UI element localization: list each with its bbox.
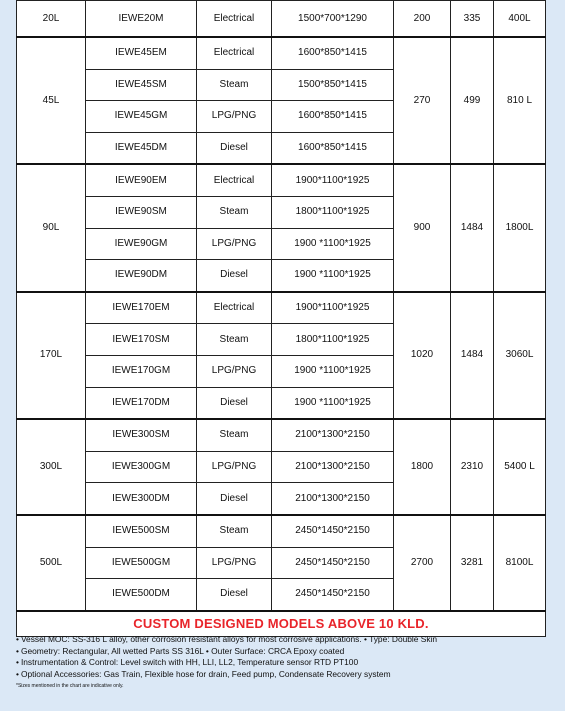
dimensions-cell: 1900*1100*1925 [272, 164, 394, 196]
value2-cell: 1484 [451, 292, 494, 419]
type-cell: Diesel [197, 132, 272, 164]
note-instrumentation: Instrumentation & Control: Level switch with HH, LLI, LL2, Temperature sensor RTD PT100 [20, 657, 359, 667]
notes-section [16, 634, 546, 691]
bullet-icon: • [16, 668, 19, 679]
table-row [17, 37, 546, 69]
type-cell: Diesel [197, 483, 272, 515]
type-cell: Diesel [197, 387, 272, 419]
model-cell: IEWE170DM [86, 387, 197, 419]
dimensions-cell: 2100*1300*2150 [272, 419, 394, 451]
dimensions-cell: 2450*1450*2150 [272, 579, 394, 611]
model-cell: IEWE500DM [86, 579, 197, 611]
type-cell: LPG/PNG [197, 228, 272, 260]
model-cell: IEWE300SM [86, 419, 197, 451]
model-cell: IEWE45GM [86, 101, 197, 133]
disclaimer-text: *Sizes mentioned in the chart are indicative only. [16, 683, 124, 689]
value2-cell: 335 [451, 1, 494, 38]
dimensions-cell: 2450*1450*2150 [272, 547, 394, 579]
value1-cell: 900 [394, 164, 451, 291]
capacity-cell: 500L [17, 515, 86, 611]
dimensions-cell: 1900 *1100*1925 [272, 260, 394, 292]
dimensions-cell: 1600*850*1415 [272, 37, 394, 69]
model-cell: IEWE170EM [86, 292, 197, 324]
capacity-cell: 45L [17, 37, 86, 164]
type-cell: Steam [197, 515, 272, 547]
value2-cell: 499 [451, 37, 494, 164]
note-optional-accessories: Optional Accessories: Gas Train, Flexible hose for drain, Feed pump, Condensate Recovery system [20, 668, 391, 679]
type-cell: Electrical [197, 164, 272, 196]
note-line [16, 634, 546, 646]
value3-cell: 5400 L [494, 419, 546, 515]
capacity-cell: 300L [17, 419, 86, 515]
table-row [17, 1, 546, 38]
value1-cell: 1020 [394, 292, 451, 419]
note-line [16, 669, 546, 681]
dimensions-cell: 2100*1300*2150 [272, 483, 394, 515]
dimensions-cell: 1800*1100*1925 [272, 196, 394, 228]
dimensions-cell: 2100*1300*2150 [272, 451, 394, 483]
model-cell: IEWE500GM [86, 547, 197, 579]
type-cell: Electrical [197, 37, 272, 69]
model-cell: IEWE45DM [86, 132, 197, 164]
value1-cell: 2700 [394, 515, 451, 611]
value3-cell: 810 L [494, 37, 546, 164]
value1-cell: 270 [394, 37, 451, 164]
type-cell: Diesel [197, 579, 272, 611]
model-cell: IEWE20M [86, 1, 197, 38]
type-cell: LPG/PNG [197, 101, 272, 133]
dimensions-cell: 1900 *1100*1925 [272, 355, 394, 387]
note-line [16, 646, 546, 658]
dimensions-cell: 1600*850*1415 [272, 101, 394, 133]
type-cell: Steam [197, 419, 272, 451]
model-cell: IEWE90EM [86, 164, 197, 196]
type-cell: LPG/PNG [197, 547, 272, 579]
value1-cell: 1800 [394, 419, 451, 515]
capacity-cell: 90L [17, 164, 86, 291]
dimensions-cell: 1900*1100*1925 [272, 292, 394, 324]
value2-cell: 3281 [451, 515, 494, 611]
dimensions-cell: 1500*850*1415 [272, 69, 394, 101]
dimensions-cell: 1800*1100*1925 [272, 324, 394, 356]
type-cell: LPG/PNG [197, 451, 272, 483]
type-cell: Steam [197, 69, 272, 101]
table-row [17, 515, 546, 547]
note-vessel-moc: Vessel MOC: SS-316 L alloy, other corrosion resistant alloys for most corrosive applications. • Type: Double Skin [20, 634, 438, 644]
note-line [16, 657, 546, 669]
model-cell: IEWE90DM [86, 260, 197, 292]
type-cell: Electrical [197, 1, 272, 38]
model-cell: IEWE45SM [86, 69, 197, 101]
dimensions-cell: 1900 *1100*1925 [272, 228, 394, 260]
table-body [17, 1, 546, 611]
type-cell: Diesel [197, 260, 272, 292]
type-cell: Steam [197, 324, 272, 356]
type-cell: Electrical [197, 292, 272, 324]
model-cell: IEWE170SM [86, 324, 197, 356]
value3-cell: 8100L [494, 515, 546, 611]
table-row [17, 164, 546, 196]
dimensions-cell: 1600*850*1415 [272, 132, 394, 164]
capacity-cell: 170L [17, 292, 86, 419]
table-row [17, 292, 546, 324]
type-cell: LPG/PNG [197, 355, 272, 387]
bullet-icon: • [16, 634, 19, 644]
value1-cell: 200 [394, 1, 451, 38]
model-cell: IEWE170GM [86, 355, 197, 387]
model-cell: IEWE90GM [86, 228, 197, 260]
model-cell: IEWE500SM [86, 515, 197, 547]
value2-cell: 1484 [451, 164, 494, 291]
dimensions-cell: 1900 *1100*1925 [272, 387, 394, 419]
model-cell: IEWE90SM [86, 196, 197, 228]
model-cell: IEWE300GM [86, 451, 197, 483]
capacity-cell: 20L [17, 1, 86, 38]
table-row [17, 419, 546, 451]
specifications-table [16, 0, 546, 637]
bullet-icon: • [16, 645, 19, 656]
model-cell: IEWE45EM [86, 37, 197, 69]
dimensions-cell: 2450*1450*2150 [272, 515, 394, 547]
value3-cell: 3060L [494, 292, 546, 419]
value2-cell: 2310 [451, 419, 494, 515]
dimensions-cell: 1500*700*1290 [272, 1, 394, 38]
model-cell: IEWE300DM [86, 483, 197, 515]
custom-models-banner: CUSTOM DESIGNED MODELS ABOVE 10 KLD. [17, 611, 546, 637]
note-geometry: Geometry: Rectangular, All wetted Parts SS 316L • Outer Surface: CRCA Epoxy coated [20, 645, 345, 656]
footer-row [17, 611, 546, 637]
type-cell: Steam [197, 196, 272, 228]
bullet-icon: • [16, 657, 19, 667]
value3-cell: 400L [494, 1, 546, 38]
value3-cell: 1800L [494, 164, 546, 291]
